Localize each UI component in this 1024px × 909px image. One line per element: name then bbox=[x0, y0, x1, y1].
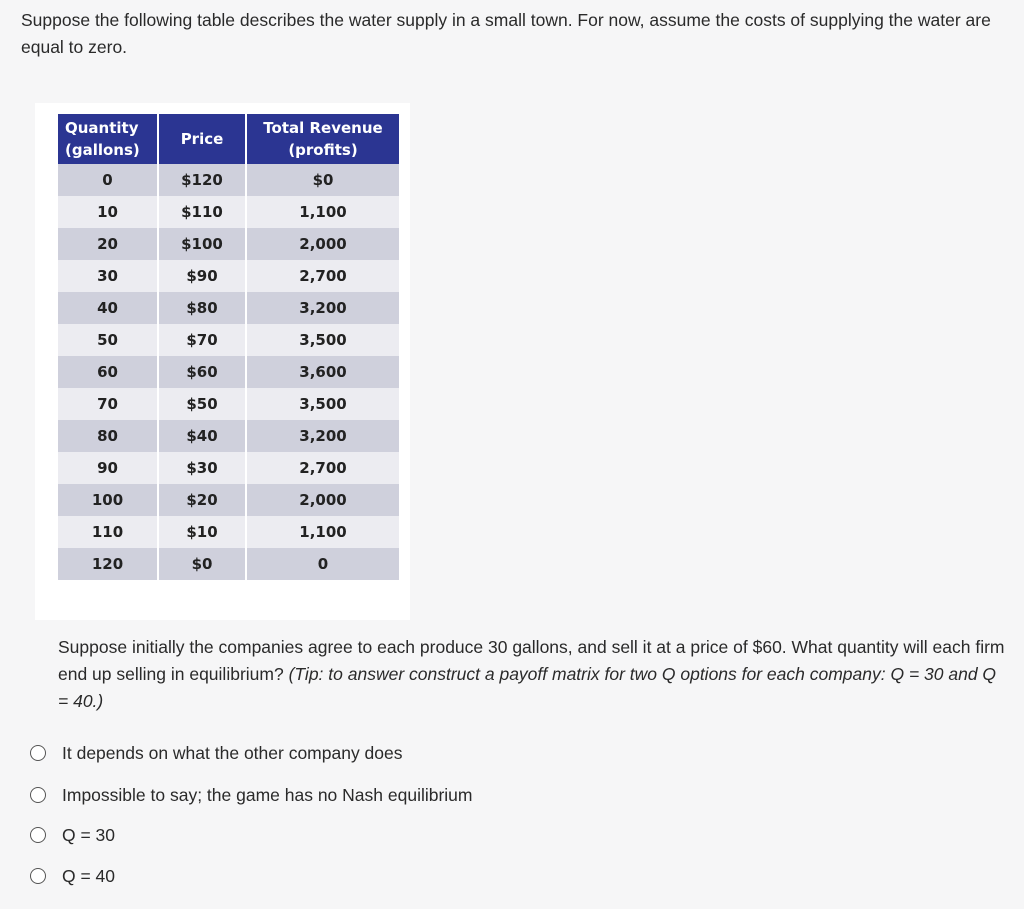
option-label: Q = 30 bbox=[62, 824, 116, 845]
table-row bbox=[58, 548, 399, 580]
table-body bbox=[58, 164, 399, 580]
cell-quantity: 90 bbox=[58, 452, 158, 484]
table-header-row bbox=[58, 114, 399, 164]
cell-total-revenue: 1,100 bbox=[246, 196, 399, 228]
cell-quantity: 50 bbox=[58, 324, 158, 356]
cell-price: $70 bbox=[158, 324, 246, 356]
header-quantity: Quantity (gallons) bbox=[58, 114, 158, 164]
cell-quantity: 100 bbox=[58, 484, 158, 516]
intro-text: Suppose the following table describes the water supply in a small town. For now, assume the costs of supplying the water are equal to zero. bbox=[21, 10, 991, 57]
cell-price: $90 bbox=[158, 260, 246, 292]
option-label: Impossible to say; the game has no Nash equilibrium bbox=[62, 784, 473, 805]
radio-button[interactable] bbox=[30, 868, 46, 884]
table-row bbox=[58, 420, 399, 452]
cell-quantity: 30 bbox=[58, 260, 158, 292]
table-row bbox=[58, 356, 399, 388]
cell-quantity: 80 bbox=[58, 420, 158, 452]
option-label: It depends on what the other company does bbox=[62, 742, 403, 763]
radio-button[interactable] bbox=[30, 745, 46, 761]
cell-price: $110 bbox=[158, 196, 246, 228]
cell-total-revenue: 3,500 bbox=[246, 388, 399, 420]
cell-quantity: 10 bbox=[58, 196, 158, 228]
table-row bbox=[58, 164, 399, 196]
water-supply-table bbox=[58, 114, 399, 580]
supply-table-image bbox=[35, 103, 410, 620]
radio-button[interactable] bbox=[30, 827, 46, 843]
cell-price: $10 bbox=[158, 516, 246, 548]
header-price: Price bbox=[158, 114, 246, 164]
table-row bbox=[58, 228, 399, 260]
table-row bbox=[58, 260, 399, 292]
table-row bbox=[58, 292, 399, 324]
cell-price: $20 bbox=[158, 484, 246, 516]
prompt-tip: (Tip: to answer construct a payoff matrix for two Q options for each company: Q = 30 and Q = 40.) bbox=[58, 664, 997, 711]
cell-total-revenue: 2,700 bbox=[246, 452, 399, 484]
option-depends[interactable] bbox=[29, 738, 403, 768]
table-row bbox=[58, 388, 399, 420]
cell-price: $80 bbox=[158, 292, 246, 324]
cell-total-revenue: 2,000 bbox=[246, 228, 399, 260]
radio-button[interactable] bbox=[30, 787, 46, 803]
cell-total-revenue: 3,600 bbox=[246, 356, 399, 388]
cell-price: $40 bbox=[158, 420, 246, 452]
cell-price: $0 bbox=[158, 548, 246, 580]
option-label: Q = 40 bbox=[62, 865, 116, 886]
prompt-text: Suppose initially the companies agree to each produce 30 gallons, and sell it at a price of $60. What quantity will each firm end up selling in equilibrium? bbox=[58, 637, 1005, 684]
cell-price: $100 bbox=[158, 228, 246, 260]
cell-quantity: 120 bbox=[58, 548, 158, 580]
table-row bbox=[58, 324, 399, 356]
cell-total-revenue: 2,000 bbox=[246, 484, 399, 516]
cell-price: $60 bbox=[158, 356, 246, 388]
cell-quantity: 110 bbox=[58, 516, 158, 548]
cell-price: $120 bbox=[158, 164, 246, 196]
cell-total-revenue: 3,500 bbox=[246, 324, 399, 356]
table-row bbox=[58, 516, 399, 548]
cell-quantity: 40 bbox=[58, 292, 158, 324]
table-row bbox=[58, 452, 399, 484]
cell-quantity: 60 bbox=[58, 356, 158, 388]
question-prompt bbox=[58, 634, 1008, 715]
cell-price: $50 bbox=[158, 388, 246, 420]
cell-quantity: 20 bbox=[58, 228, 158, 260]
cell-price: $30 bbox=[158, 452, 246, 484]
cell-total-revenue: 3,200 bbox=[246, 292, 399, 324]
cell-total-revenue: $0 bbox=[246, 164, 399, 196]
cell-total-revenue: 3,200 bbox=[246, 420, 399, 452]
cell-quantity: 0 bbox=[58, 164, 158, 196]
cell-total-revenue: 1,100 bbox=[246, 516, 399, 548]
option-impossible[interactable] bbox=[29, 780, 473, 810]
table-row bbox=[58, 484, 399, 516]
cell-quantity: 70 bbox=[58, 388, 158, 420]
header-total-revenue: Total Revenue (profits) bbox=[246, 114, 399, 164]
option-q40[interactable] bbox=[29, 861, 115, 891]
option-q30[interactable] bbox=[29, 820, 115, 850]
cell-total-revenue: 2,700 bbox=[246, 260, 399, 292]
table-row bbox=[58, 196, 399, 228]
cell-total-revenue: 0 bbox=[246, 548, 399, 580]
